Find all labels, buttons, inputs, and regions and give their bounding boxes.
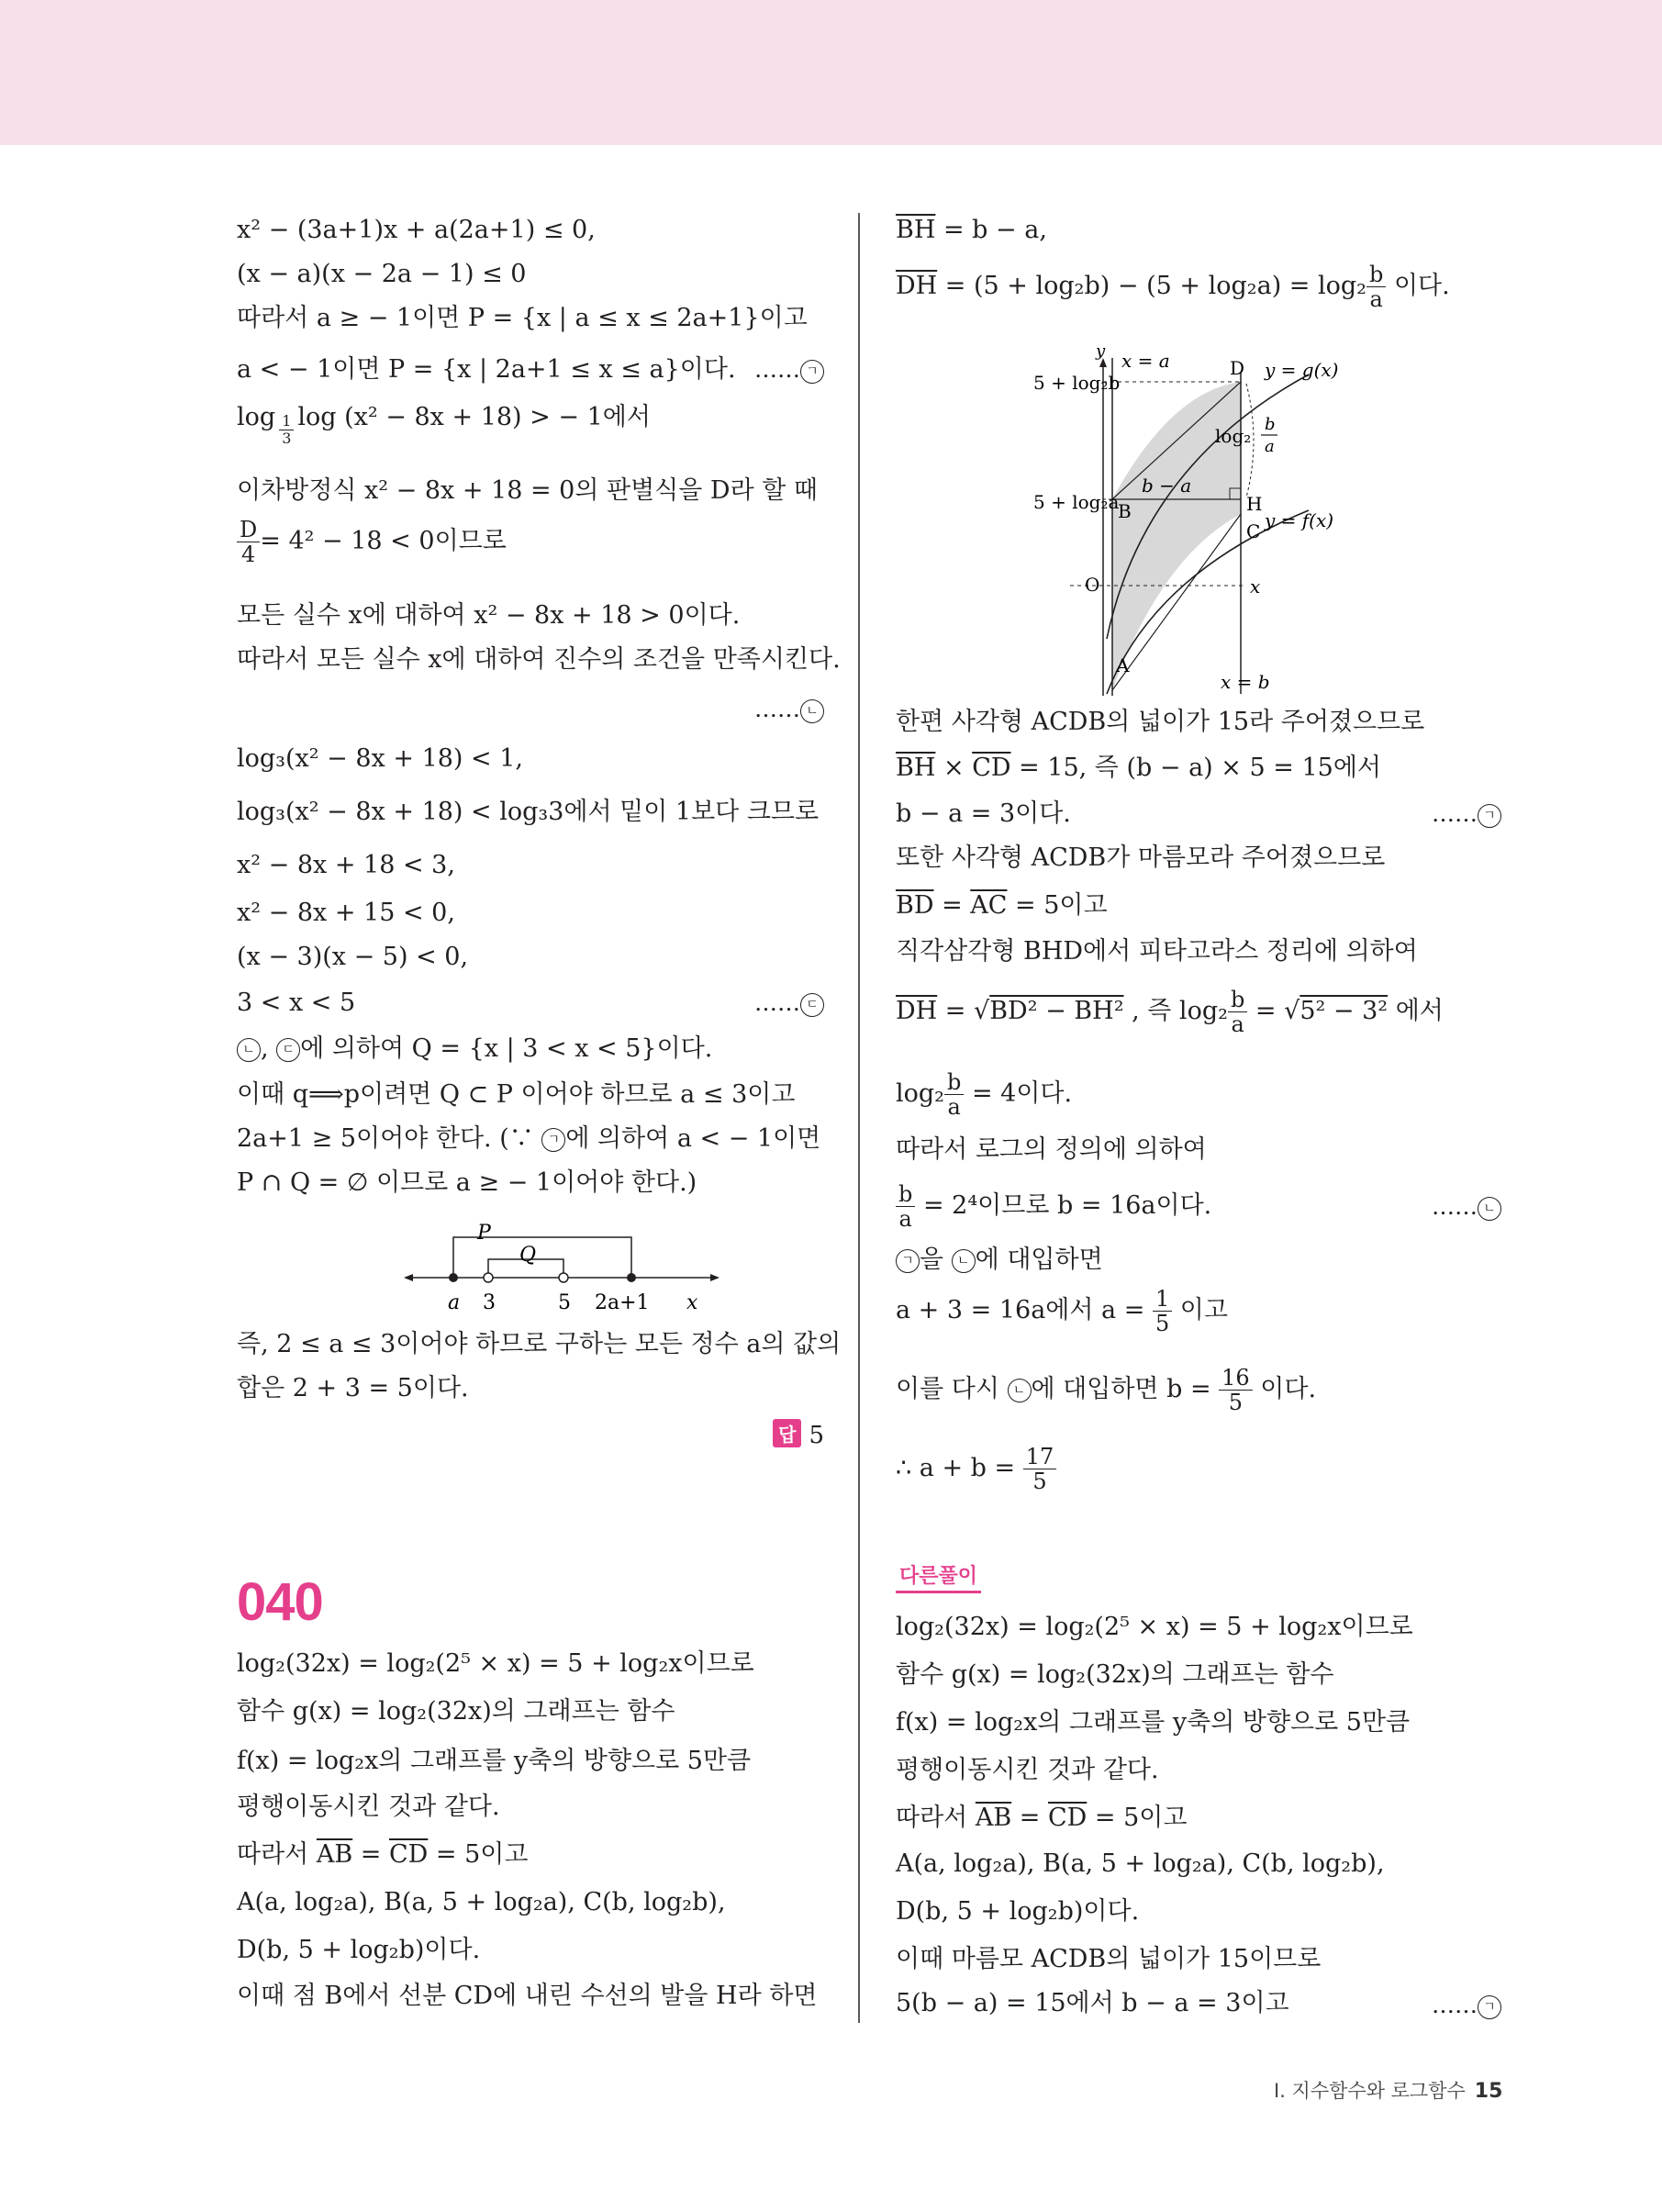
text-line: f(x) = log₂x의 그래프를 y축의 방향으로 5만큼 <box>237 1747 752 1775</box>
text-line: log₂(32x) = log₂(2⁵ × x) = 5 + log₂x이므로 <box>896 1613 1413 1641</box>
graph-label-xb: x = b <box>1221 671 1270 693</box>
graph-label-log2-num: b <box>1265 415 1276 434</box>
text-line: D(b, 5 + log₂b)이다. <box>237 1936 481 1964</box>
label-P: P <box>477 1222 491 1245</box>
text-line: x² − (3a+1)x + a(2a+1) ≤ 0, <box>237 216 596 244</box>
axis-x: x <box>686 1291 698 1314</box>
text-line: ㄴ , ㄷ 에 의하여 Q = {x | 3 < x < 5}이다. <box>237 1033 712 1065</box>
text-line: 이때 점 B에서 선분 CD에 내린 수선의 발을 H라 하면 <box>237 1982 818 2010</box>
text-line: x² − 8x + 15 < 0, <box>237 899 455 927</box>
marker-1: …… ㄱ <box>754 356 824 384</box>
graph-label-D: D <box>1230 357 1245 379</box>
tick-5: 5 <box>558 1291 571 1314</box>
text-line: 이때 q⟹p이려면 Q ⊂ P 이어야 하므로 a ≤ 3이고 <box>237 1080 796 1109</box>
text-line: ∴ a + b = $\frac{17}{5}$ <box>896 1445 1056 1493</box>
page-footer: I. 지수함수와 로그함수 15 <box>1274 2080 1503 2103</box>
text-line: 직각삼각형 BHD에서 피타고라스 정리에 의하여 <box>896 937 1418 966</box>
text-line: 따라서 로그의 정의에 의하여 <box>896 1135 1207 1164</box>
label-Q: Q <box>519 1244 537 1267</box>
text-line: 따라서 모든 실수 x에 대하여 진수의 조건을 만족시킨다. <box>237 645 841 674</box>
text-line: x² − 8x + 18 < 3, <box>237 851 455 879</box>
log-line: log $\frac{1}{3}$ log (x² − 8x + 18) > − 1에서 <box>237 403 651 447</box>
text-line: (x − a)(x − 2a − 1) ≤ 0 <box>237 260 527 288</box>
text-line: log₂(32x) = log₂(2⁵ × x) = 5 + log₂x이므로 <box>237 1649 754 1678</box>
text-line: $\overline{BH} \times \overline{CD} = 15$, 즉 (b − a) × 5 = 15에서 <box>896 754 1381 782</box>
text-line: 합은 2 + 3 = 5이다. <box>237 1374 469 1402</box>
text-line: P ∩ Q = ∅ 이므로 a ≥ − 1이어야 한다.) <box>237 1168 697 1197</box>
graph-label-A: A <box>1116 654 1130 676</box>
graph-label-C: C <box>1246 520 1261 542</box>
text-line: 이때 마름모 ACDB의 넓이가 15이므로 <box>896 1945 1322 1973</box>
page-number: 15 <box>1474 2080 1503 2103</box>
marker-r2: …… ㄴ <box>1432 1193 1501 1221</box>
tick-3: 3 <box>483 1291 496 1314</box>
text-line: log₃(x² − 8x + 18) < 1, <box>237 744 524 773</box>
text-line: 한편 사각형 ACDB의 넓이가 15라 주어졌으므로 <box>896 708 1425 736</box>
text-line: 함수 g(x) = log₂(32x)의 그래프는 함수 <box>237 1697 675 1726</box>
graph-label-ba: b − a <box>1142 475 1192 497</box>
graph-label-g: y = g(x) <box>1265 359 1339 381</box>
graph-label-f: y = f(x) <box>1265 509 1334 531</box>
text-line: A(a, log₂a), B(a, 5 + log₂a), C(b, log₂b), <box>896 1849 1385 1878</box>
graph-label-log2-den: a <box>1265 437 1275 456</box>
marker-alt: …… ㄱ <box>1432 1992 1501 2019</box>
text-line: 이를 다시 ㄴ 에 대입하면 b = $\frac{16}{5}$ 이다. <box>896 1365 1317 1415</box>
text-line: 따라서 a ≥ − 1이면 P = {x | a ≤ x ≤ 2a+1}이고 <box>237 304 808 332</box>
text-line: D(b, 5 + log₂b)이다. <box>896 1897 1140 1926</box>
graph-label-xa: x = a <box>1121 350 1170 372</box>
text-line: 즉, 2 ≤ a ≤ 3이어야 하므로 구하는 모든 정수 a의 값의 <box>237 1330 842 1358</box>
header-band <box>0 0 1662 145</box>
graph-label-H: H <box>1246 493 1263 515</box>
text-line: 따라서 $\overline{AB} = \overline{CD} = 5$이고 <box>237 1840 529 1869</box>
fraction-line: $\frac{D}{4}$ = 4² − 18 < 0이므로 <box>237 518 507 566</box>
tick-a: a <box>448 1291 461 1314</box>
graph-label-log2: log₂ <box>1215 425 1252 447</box>
text-line: b − a = 3이다. <box>896 799 1071 828</box>
text-line: a + 3 = 16a에서 a = $\frac{1}{5}$ 이고 <box>896 1286 1228 1336</box>
graph-label-5log2a: 5 + log₂a <box>1033 491 1120 513</box>
answer: 답 5 <box>773 1419 824 1449</box>
text-line: $\frac{b}{a}$ = 2⁴이므로 b = 16a이다. <box>896 1182 1211 1231</box>
graph-label-O: O <box>1085 574 1100 596</box>
marker-r1: …… ㄱ <box>1432 800 1501 828</box>
text-line: a < − 1이면 P = {x | 2a+1 ≤ x ≤ a}이다. <box>237 355 736 384</box>
text-line: 함수 g(x) = log₂(32x)의 그래프는 함수 <box>896 1660 1334 1689</box>
text-line: 또한 사각형 ACDB가 마름모라 주어졌으므로 <box>896 843 1386 872</box>
marker-3: …… ㄷ <box>754 989 824 1017</box>
text-line: ㄱ 을 ㄴ 에 대입하면 <box>896 1245 1103 1276</box>
text-line: log₂ $\frac{b}{a}$ = 4이다. <box>896 1069 1073 1120</box>
text-line: $\overline{BH} = b - a$, <box>896 216 1047 244</box>
graph-label-5log2b: 5 + log₂b <box>1033 372 1121 394</box>
graph-label-x: x <box>1250 575 1261 598</box>
marker-2: …… ㄴ <box>754 696 824 723</box>
number-line-diagram <box>402 1219 898 1325</box>
text-line: log₃(x² − 8x + 18) < log₃3에서 밑이 1보다 크므로 <box>237 798 820 826</box>
text-line: 3 < x < 5 <box>237 989 356 1017</box>
alt-solution-label: 다른풀이 <box>896 1560 981 1593</box>
text-line: 평행이동시킨 것과 같다. <box>896 1756 1159 1784</box>
text-line: (x − 3)(x − 5) < 0, <box>237 943 469 971</box>
text-line: $\overline{DH} = (5 + \log_2b) - (5 + \log_2a) = \log_2$ $\frac{b}{a}$ 이다. <box>896 262 1450 312</box>
column-divider <box>858 213 860 2023</box>
text-line: 이차방정식 x² − 8x + 18 = 0의 판별식을 D라 할 때 <box>237 476 818 505</box>
log-graph-figure <box>1033 345 1364 703</box>
graph-label-B: B <box>1118 500 1132 522</box>
text-line: 평행이동시킨 것과 같다. <box>237 1793 500 1821</box>
tick-2a1: 2a+1 <box>595 1291 650 1314</box>
text-line: $\overline{BD} = \overline{AC} = 5$이고 <box>896 891 1108 920</box>
text-line: 따라서 $\overline{AB} = \overline{CD} = 5$이고 <box>896 1804 1188 1832</box>
text-line: A(a, log₂a), B(a, 5 + log₂a), C(b, log₂b), <box>237 1888 726 1916</box>
graph-label-y: y <box>1096 345 1106 361</box>
text-line: 5(b − a) = 15에서 b − a = 3이고 <box>896 1989 1289 2017</box>
answer-badge: 답 <box>773 1419 801 1447</box>
sqrt-line: $\overline{DH} = √BD^2 - BH^2$ , 즉 log₂ $\frac{b}{a}$ = √5² − 3² 에서 <box>896 987 1444 1037</box>
text-line: f(x) = log₂x의 그래프를 y축의 방향으로 5만큼 <box>896 1708 1411 1737</box>
text-line: 2a+1 ≥ 5이어야 한다. (∵ ㄱ 에 의하여 a < − 1이면 <box>237 1124 821 1153</box>
text-line: 모든 실수 x에 대하여 x² − 8x + 18 > 0이다. <box>237 601 741 630</box>
problem-number: 040 <box>237 1572 323 1632</box>
